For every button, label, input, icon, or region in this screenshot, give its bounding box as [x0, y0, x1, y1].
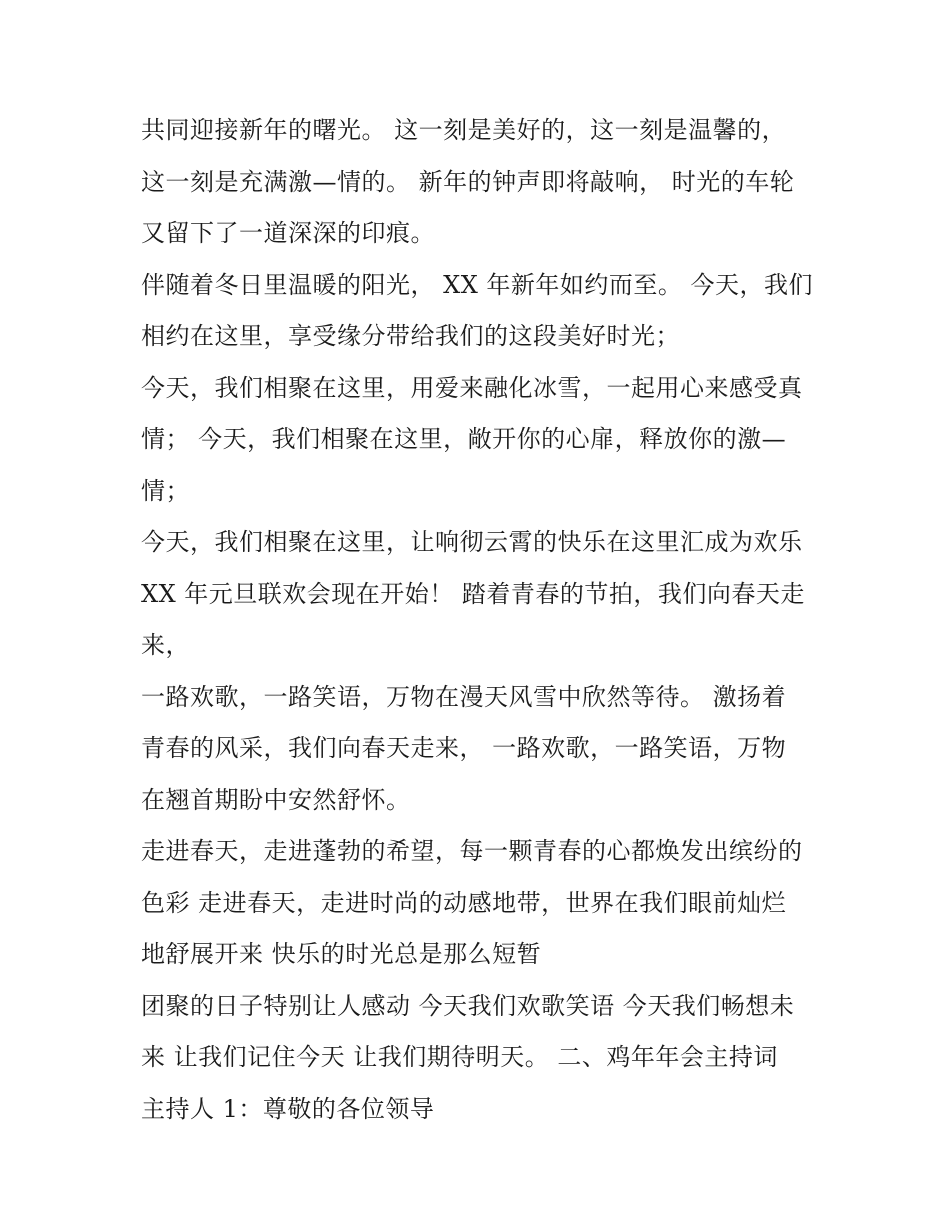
text-line: 走进春天，走进蓬勃的希望，每一颗青春的心都焕发出缤纷的: [141, 837, 803, 865]
text-line: 伴随着冬日里温暖的阳光， XX 年新年如约而至。 今天，我们: [141, 270, 814, 299]
text-line: 今天，我们相聚在这里，用爱来融化冰雪，一起用心来感受真: [141, 373, 803, 402]
text-line: 团聚的日子特别让人感动 今天我们欢歌笑语 今天我们畅想未: [141, 991, 795, 1020]
text-line: 在翘首期盼中安然舒怀。: [141, 785, 411, 814]
text-line: 主持人 1：尊敬的各位领导: [141, 1094, 435, 1123]
text-line: 青春的风采，我们向春天走来， 一路欢歌，一路笑语，万物: [141, 734, 787, 762]
text-line: 又留下了一道深深的印痕。: [141, 219, 435, 247]
text-line: 地舒展开来 快乐的时光总是那么短暂: [141, 940, 542, 968]
text-line: 色彩 走进春天，走进时尚的动感地带，世界在我们眼前灿烂: [141, 888, 787, 917]
text-line: 今天，我们相聚在这里，让响彻云霄的快乐在这里汇成为欢乐: [141, 528, 803, 556]
text-line: 情； 今天，我们相聚在这里，敞开你的心扉，释放你的激—: [141, 425, 787, 453]
text-line: 共同迎接新年的曙光。 这一刻是美好的，这一刻是温馨的，: [141, 116, 787, 144]
text-line: 情；: [141, 476, 190, 505]
text-line: 相约在这里，享受缘分带给我们的这段美好时光；: [141, 322, 680, 350]
text-line: 来，: [141, 631, 190, 659]
text-line: XX 年元旦联欢会现在开始！ 踏着青春的节拍，我们向春天走: [141, 579, 805, 608]
text-line: 这一刻是充满激—情的。 新年的钟声即将敲响， 时光的车轮: [141, 167, 795, 196]
document-body: [141, 108, 841, 1138]
text-line: 一路欢歌，一路笑语，万物在漫天风雪中欣然等待。 激扬着: [141, 682, 787, 711]
text-line: 来 让我们记住今天 让我们期待明天。 二、鸡年年会主持词: [141, 1043, 778, 1071]
